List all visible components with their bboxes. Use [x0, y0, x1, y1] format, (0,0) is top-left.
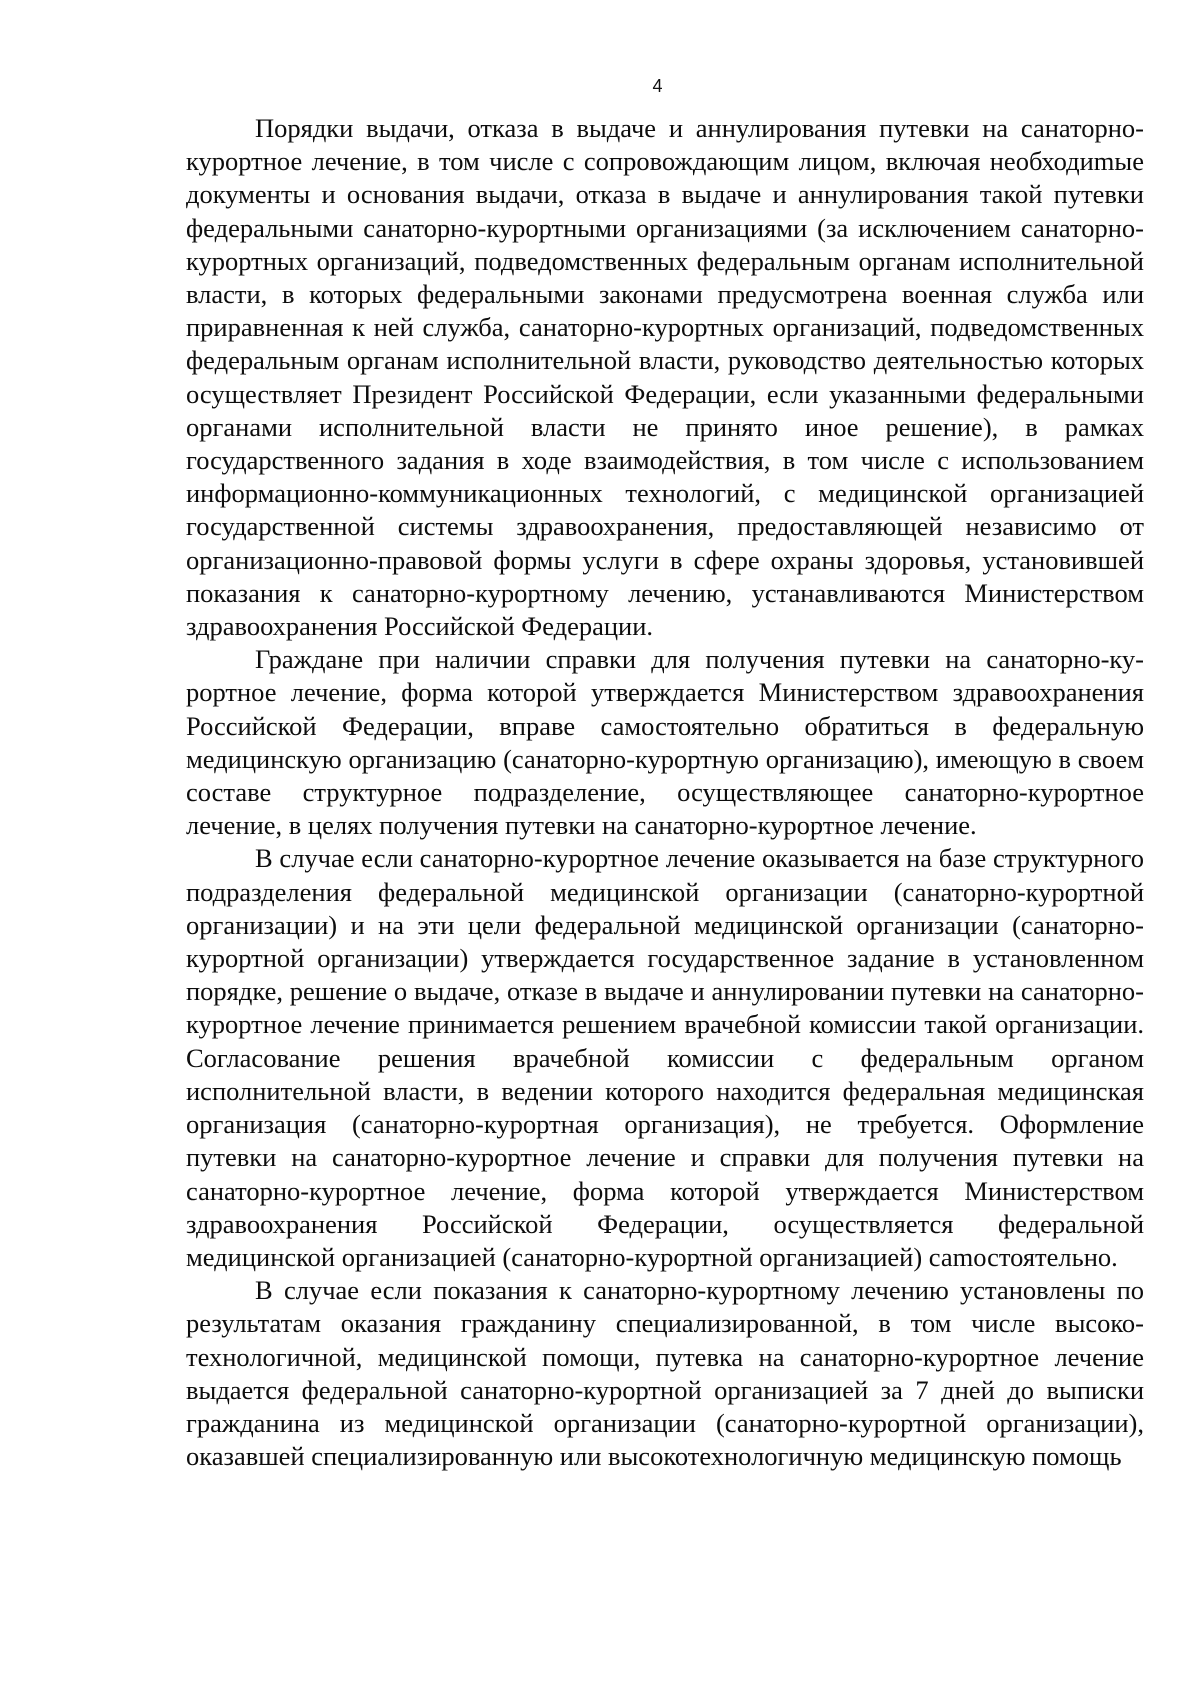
- document-body: [186, 112, 1144, 1473]
- paragraph-issuance-procedure: Порядки выдачи, отказа в выдаче и аннулирования путевки на санаторно-курортное лечение, в том числе с сопровождающим лицом, включая необходиmые документы и основания выдачи, отказа в выдаче и аннулирования такой путевки федеральными санаторно-курортными организациями (за исключением санаторно-курортных организаций, подведомственных федеральным органам исполнительной власти, в которых федеральными законами предусмотрена военная служба или приравненная к ней служба, санаторно-курортных организаций, подведомственных федеральным органам исполнительной власти, руководство деятельностью которых осуществляет Президент Российской Федерации, если указанными федеральными органами исполнительной власти не принято иное решение), в рамках государственного задания в ходе взаимодействия, в том числе с использованием информационно-коммуникационных технологий, с медицинской организацией государственной системы здравоохранения, предоставляющей независимо от организационно-правовой формы услуги в сфере охраны здоровья, установившей показания к санаторно-курортному лечению, устанавливаются Министерством здравоохранения Российской Федерации.: [186, 113, 1144, 642]
- paragraph-high-tech-care: В случае если показания к санаторно-курортному лечению установлены по результатам оказания гражданину специализированной, в том числе высокотехнологичной, медицинской помощи, путевка на санаторно-курортное лечение выдается федеральной санаторно-курортной организацией за 7 дней до выписки гражданина из медицинской организации (санаторно-курортной организации), оказавшей специализированную или высокотехнологичную медицинскую помощь: [186, 1275, 1144, 1472]
- paragraph-medical-commission: В случае если санаторно-курортное лечение оказывается на базе структурного подразделения федеральной медицинской организации (санаторно-курортной организации) и на эти цели федеральной медицинской организации (санаторно-курортной организации) утверждается государственное задание в установленном порядке, решение о выдаче, отказе в выдаче и аннулировании путевки на санаторно-курортное лечение принимается решением врачебной комиссии такой организации. Согласование решения врачебной комиссии с федеральным органом исполнительной власти, в ведении которого находится федеральная медицинская организация (санаторно-курортная организация), не требуется. Оформление путевки на санаторно-курортное лечение и справки для получения путевки на санаторно-курортное лечение, форма которой утверждается Министерством здравоохранения Российской Федерации, осуществляется федеральной медицинской организацией (санаторно-курортной организацией) саmостоятельно.: [186, 843, 1144, 1272]
- paragraph-citizens-right: Граждане при наличии справки для получения путевки на санаторно-курортное лечение, форма которой утверждается Министерством здравоохранения Российской Федерации, вправе самостоятельно обратиться в федеральную медицинскую организацию (санаторно-курортную организацию), имеющую в своем составе структурное подразделение, осуществляющее санаторно-курортное лечение, в целях получения путевки на санаторно-курортное лечение.: [186, 644, 1144, 841]
- page-number: 4: [652, 76, 663, 96]
